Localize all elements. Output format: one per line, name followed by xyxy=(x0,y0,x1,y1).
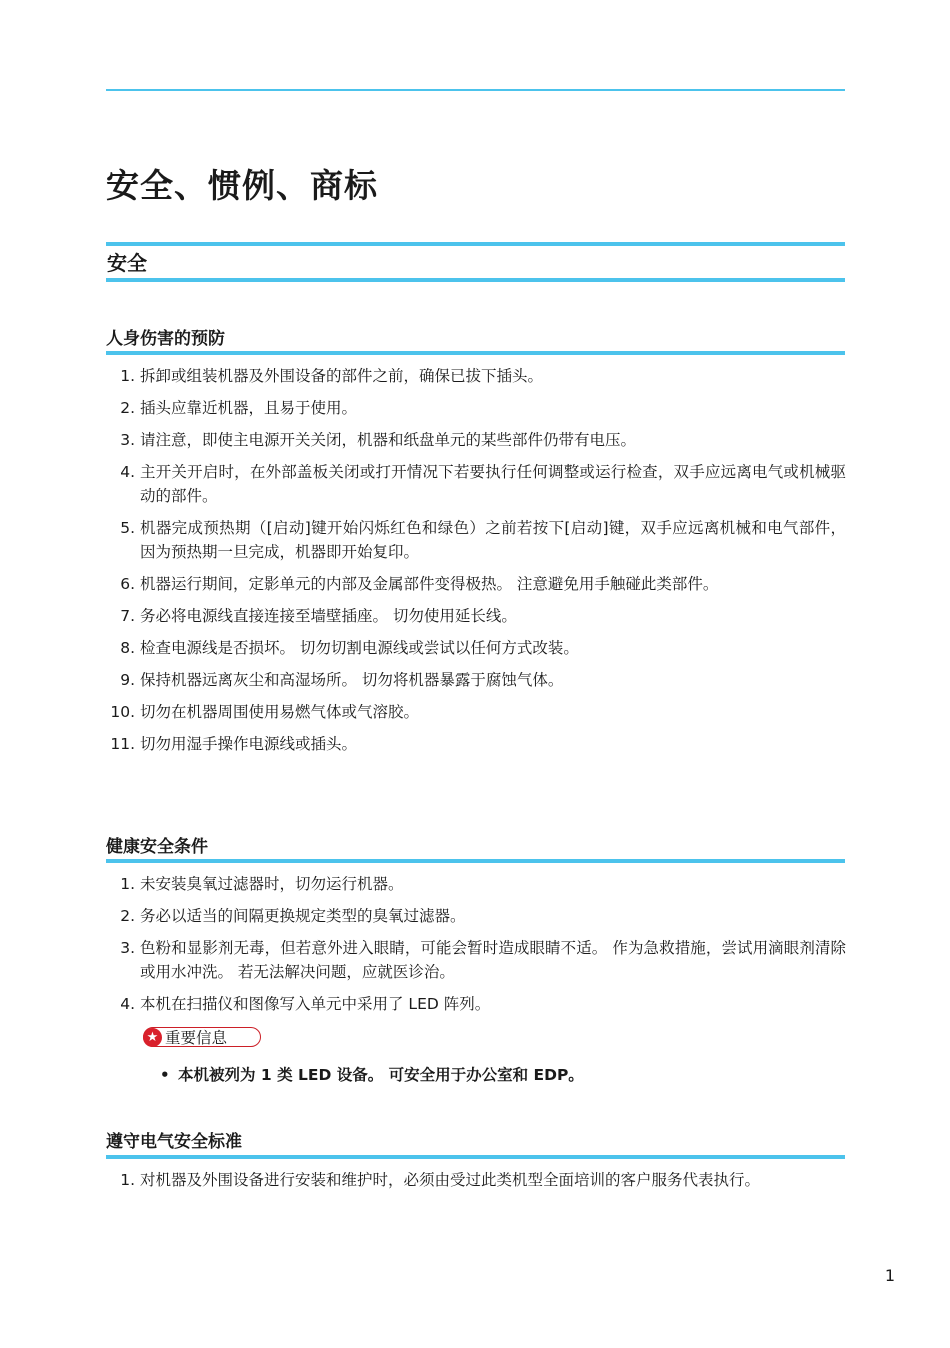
list-item xyxy=(106,872,846,896)
personal-injury-rule xyxy=(106,351,845,355)
item-text: 保持机器远离灰尘和高湿场所。 切勿将机器暴露于腐蚀气体。 xyxy=(140,671,564,689)
item-text: 对机器及外围设备进行安装和维护时，必须由受过此类机型全面培训的客户服务代表执行。 xyxy=(140,1171,761,1189)
item-text: 务必以适当的间隔更换规定类型的臭氧过滤器。 xyxy=(140,907,466,925)
item-text: 切勿用湿手操作电源线或插头。 xyxy=(140,735,358,753)
page-title: 安全、惯例、商标 xyxy=(106,166,378,205)
item-text: 主开关开启时，在外部盖板关闭或打开情况下若要执行任何调整或运行检查，双手应远离电气或机械驱动的部件。 xyxy=(140,463,846,505)
section-title: 安全 xyxy=(107,251,147,275)
item-text: 请注意，即使主电源开关关闭，机器和纸盘单元的某些部件仍带有电压。 xyxy=(140,431,637,449)
electrical-safety-heading: 遵守电气安全标准 xyxy=(106,1132,242,1152)
list-item xyxy=(106,904,846,928)
list-item xyxy=(106,460,846,508)
list-item xyxy=(106,516,846,564)
item-text: 机器运行期间，定影单元的内部及金属部件变得极热。 注意避免用手触碰此类部件。 xyxy=(140,575,719,593)
item-number: 5. xyxy=(120,519,135,537)
item-text: 色粉和显影剂无毒，但若意外进入眼睛，可能会暂时造成眼睛不适。 作为急救措施，尝试用滴眼剂清除或用水冲洗。 若无法解决问题，应就医诊治。 xyxy=(140,939,846,981)
health-safety-rule xyxy=(106,859,845,863)
electrical-safety-rule xyxy=(106,1155,845,1159)
item-text: 插头应靠近机器，且易于使用。 xyxy=(140,399,358,417)
star-icon: ★ xyxy=(143,1028,162,1047)
item-number: 8. xyxy=(120,639,135,657)
list-item xyxy=(106,396,846,420)
item-text: 机器完成预热期（[启动]键开始闪烁红色和绿色）之前若按下[启动]键，双手应远离机械和电气部件，因为预热期一旦完成，机器即开始复印。 xyxy=(140,519,846,561)
item-number: 2. xyxy=(120,399,135,417)
list-item xyxy=(106,700,846,724)
item-number: 2. xyxy=(120,907,135,925)
list-item xyxy=(106,636,846,660)
list-item xyxy=(106,936,846,984)
health-safety-heading: 健康安全条件 xyxy=(106,837,208,857)
item-text: 本机在扫描仪和图像写入单元中采用了 LED 阵列。 xyxy=(140,995,491,1013)
item-number: 11. xyxy=(110,735,135,753)
page-number: 1 xyxy=(884,1266,895,1285)
item-number: 3. xyxy=(120,939,135,957)
list-item xyxy=(106,992,846,1016)
list-item xyxy=(106,1168,846,1192)
section-rule-bottom xyxy=(106,278,845,282)
section-rule-top xyxy=(106,242,845,246)
item-number: 4. xyxy=(120,995,135,1013)
health-safety-list xyxy=(106,872,846,1024)
list-item xyxy=(106,732,846,756)
item-text: 拆卸或组装机器及外围设备的部件之前，确保已拔下插头。 xyxy=(140,367,544,385)
important-info-label: 重要信息 xyxy=(165,1029,228,1047)
item-text: 务必将电源线直接连接至墙壁插座。 切勿使用延长线。 xyxy=(140,607,517,625)
item-number: 6. xyxy=(120,575,135,593)
list-item xyxy=(106,604,846,628)
bullet-icon: • xyxy=(160,1066,170,1084)
list-item xyxy=(106,364,846,388)
list-item xyxy=(106,428,846,452)
item-number: 9. xyxy=(120,671,135,689)
top-rule xyxy=(106,89,845,91)
list-item xyxy=(106,572,846,596)
list-item xyxy=(106,668,846,692)
item-text: 未安装臭氧过滤器时，切勿运行机器。 xyxy=(140,875,404,893)
item-text: 检查电源线是否损坏。 切勿切割电源线或尝试以任何方式改装。 xyxy=(140,639,579,657)
personal-injury-heading: 人身伤害的预防 xyxy=(106,329,225,349)
item-number: 3. xyxy=(120,431,135,449)
item-number: 4. xyxy=(120,463,135,481)
item-number: 1. xyxy=(120,1171,135,1189)
item-number: 10. xyxy=(110,703,135,721)
important-note-text: 本机被列为 1 类 LED 设备。 可安全用于办公室和 EDP。 xyxy=(178,1066,584,1084)
item-number: 1. xyxy=(120,367,135,385)
electrical-safety-list xyxy=(106,1168,846,1200)
important-note xyxy=(160,1063,584,1087)
item-text: 切勿在机器周围使用易燃气体或气溶胶。 xyxy=(140,703,420,721)
personal-injury-list xyxy=(106,364,846,764)
important-info-badge xyxy=(143,1027,261,1047)
item-number: 1. xyxy=(120,875,135,893)
item-number: 7. xyxy=(120,607,135,625)
